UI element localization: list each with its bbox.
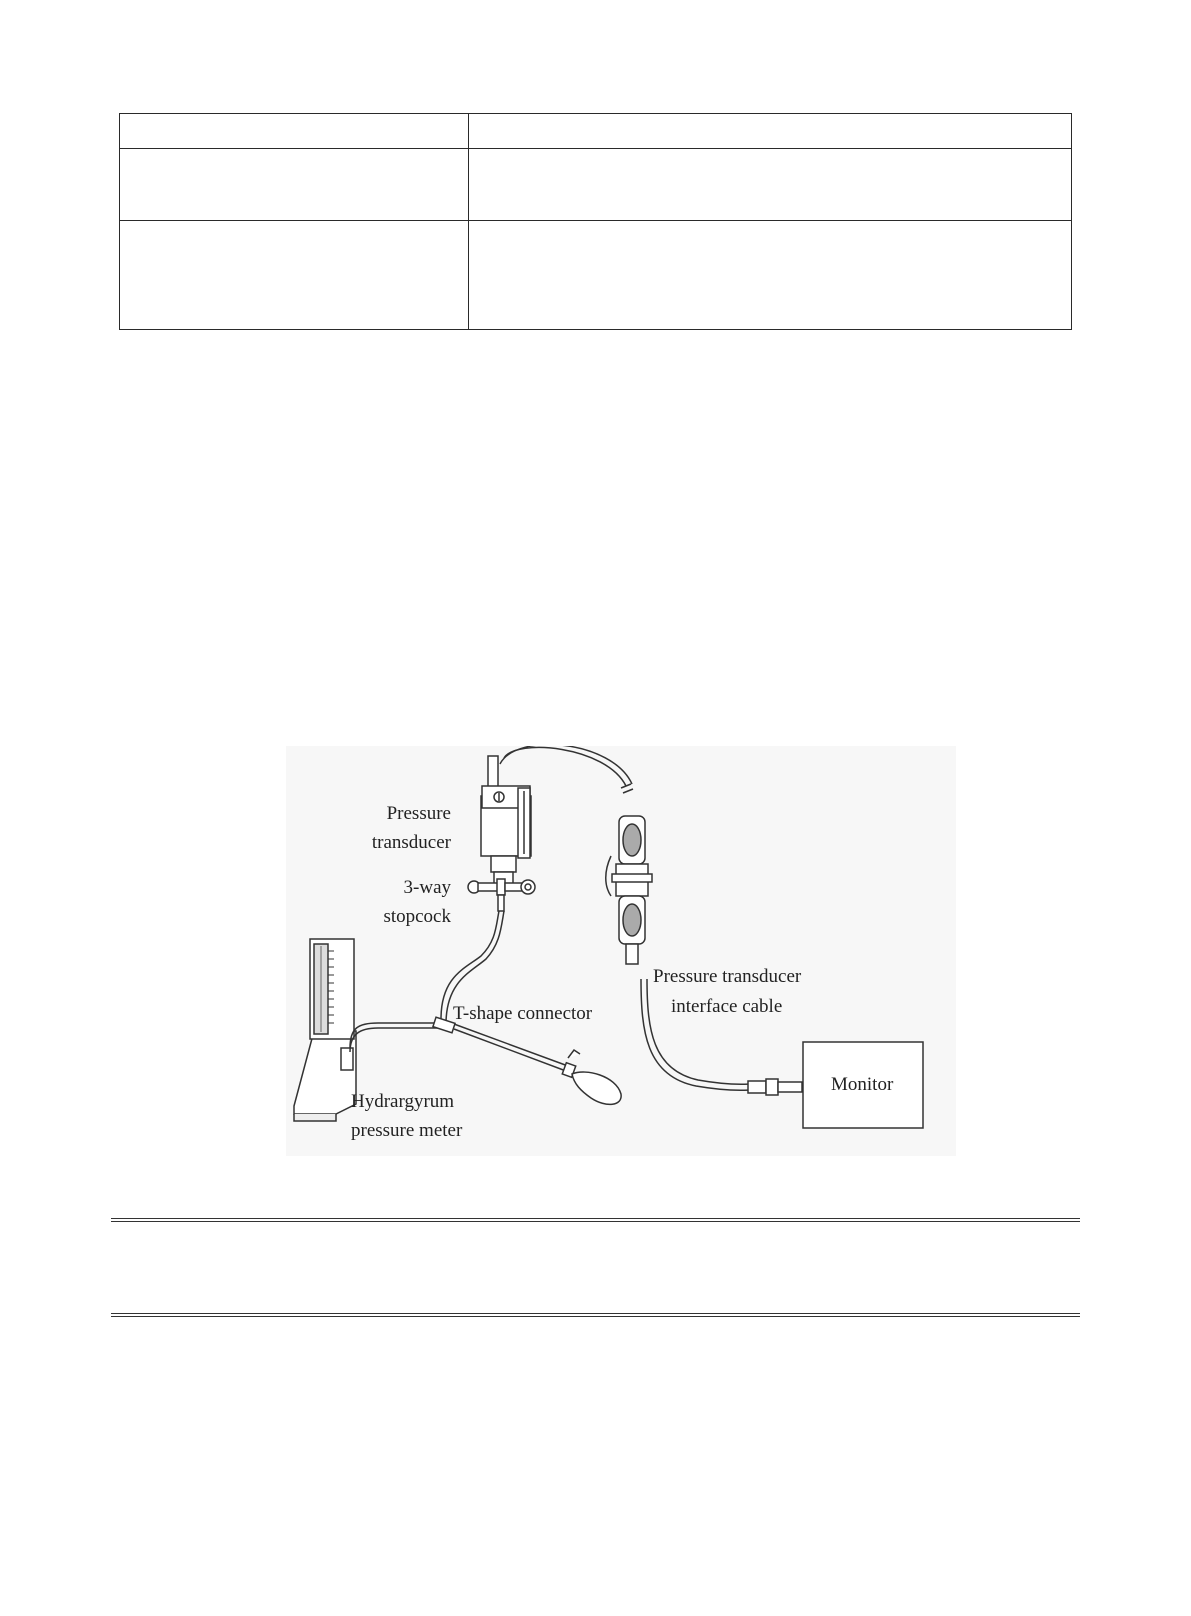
table-cell <box>120 149 469 221</box>
table-header-row <box>120 114 1072 149</box>
label-cable-2: interface cable <box>671 996 783 1017</box>
label-meter-2: pressure meter <box>351 1120 463 1141</box>
divider-top <box>111 1218 1080 1222</box>
label-stopcock-1: 3-way <box>403 877 451 898</box>
table-cell <box>120 221 469 330</box>
table-row <box>120 149 1072 221</box>
label-stopcock-2: stopcock <box>383 906 451 927</box>
label-pressure-transducer-1: Pressure <box>386 803 451 824</box>
label-pressure-transducer-2: transducer <box>371 832 451 853</box>
label-meter-1: Hydrargyrum <box>351 1091 455 1112</box>
table-row <box>120 221 1072 330</box>
info-table <box>119 113 1072 330</box>
label-t-connector: T-shape connector <box>453 1003 593 1024</box>
table-cell <box>120 114 469 149</box>
label-monitor: Monitor <box>831 1074 894 1095</box>
table-cell <box>469 149 1072 221</box>
diagram-svg <box>286 746 956 1156</box>
monitor-plug <box>748 1079 802 1095</box>
ibp-calibration-diagram <box>286 746 956 1156</box>
divider-bottom <box>111 1313 1080 1317</box>
table-cell <box>469 114 1072 149</box>
label-cable-1: Pressure transducer <box>653 966 802 987</box>
table-cell <box>469 221 1072 330</box>
